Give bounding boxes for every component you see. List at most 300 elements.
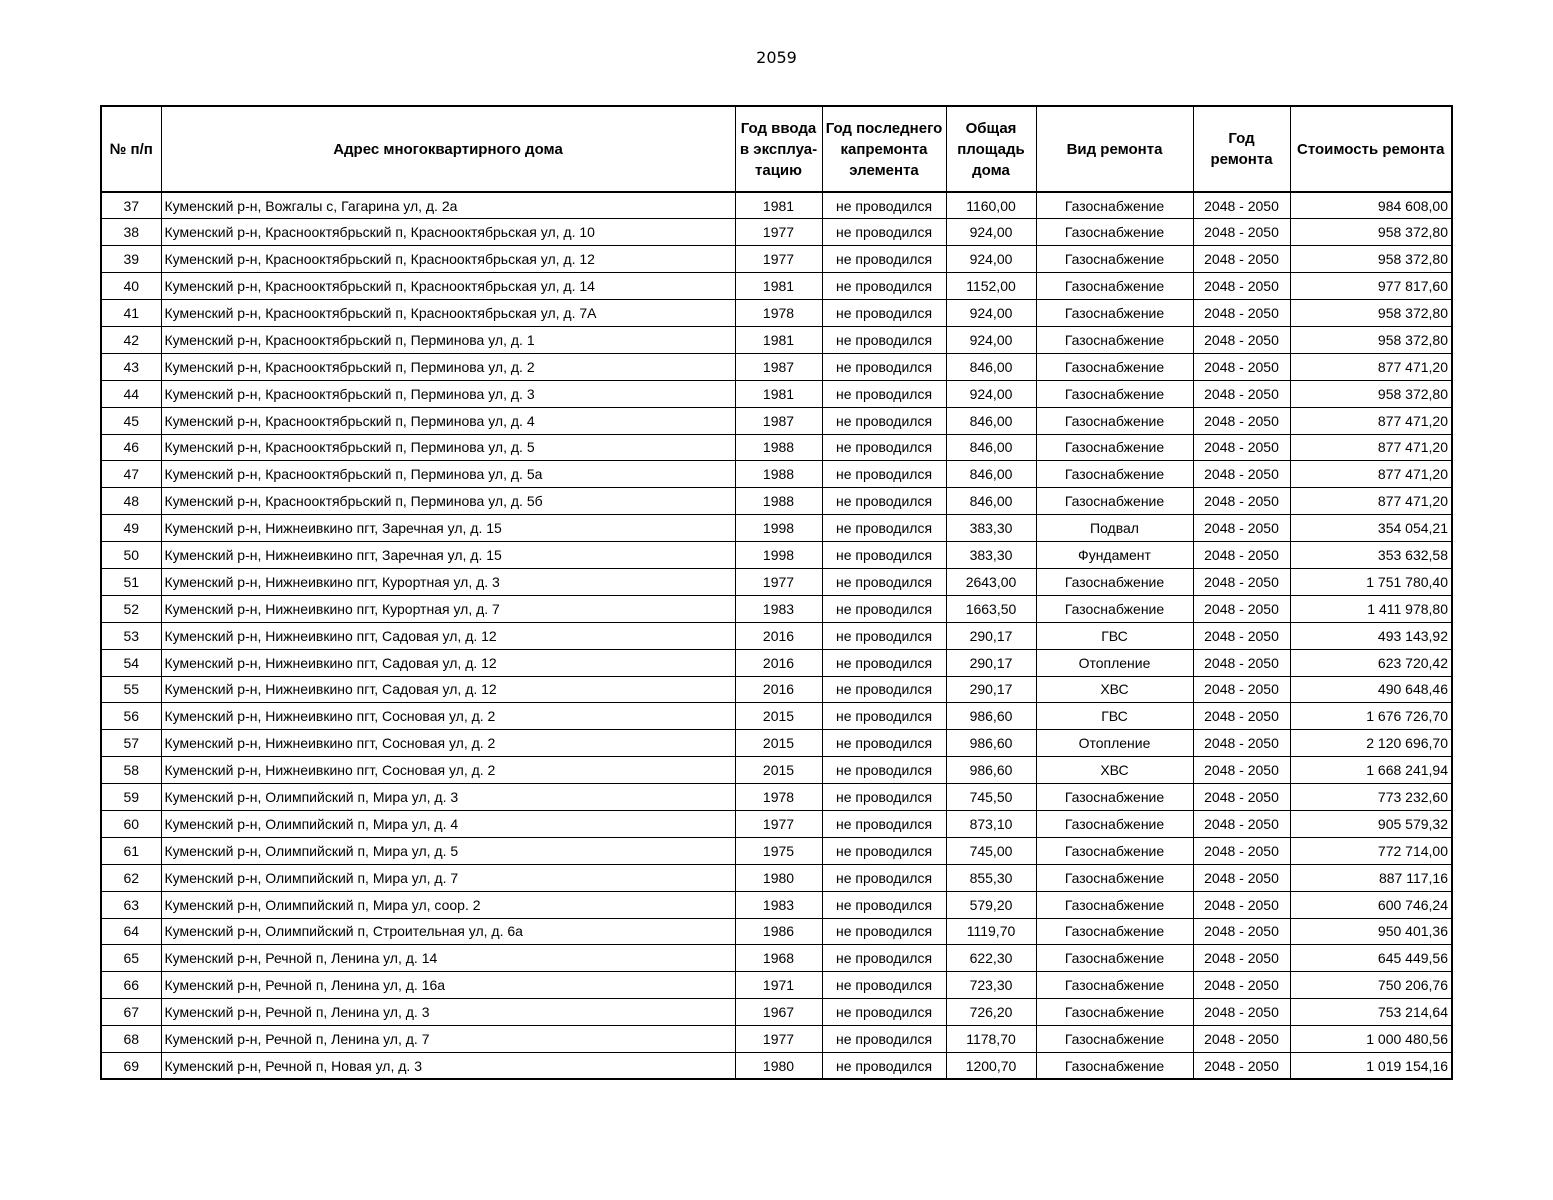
cell-last-repair: не проводился	[822, 891, 946, 918]
cell-year-built: 1998	[735, 542, 822, 569]
cell-last-repair: не проводился	[822, 757, 946, 784]
cell-area: 723,30	[946, 972, 1036, 999]
cell-address: Куменский р-н, Краснооктябрьский п, Краснооктябрьская ул, д. 7А	[161, 300, 735, 327]
table-row	[101, 676, 1452, 703]
cell-repair-type: Газоснабжение	[1036, 434, 1193, 461]
cell-repair-year: 2048 - 2050	[1193, 676, 1290, 703]
cell-repair-year: 2048 - 2050	[1193, 622, 1290, 649]
table-row	[101, 300, 1452, 327]
cell-repair-type: Газоснабжение	[1036, 1053, 1193, 1080]
cell-address: Куменский р-н, Олимпийский п, Мира ул, д. 3	[161, 784, 735, 811]
cell-year-built: 1981	[735, 326, 822, 353]
cell-last-repair: не проводился	[822, 784, 946, 811]
cell-area: 290,17	[946, 622, 1036, 649]
cell-num: 69	[101, 1053, 161, 1080]
table-row	[101, 542, 1452, 569]
cell-year-built: 1988	[735, 488, 822, 515]
cell-repair-type: Газоснабжение	[1036, 918, 1193, 945]
cell-cost: 958 372,80	[1290, 380, 1452, 407]
cell-repair-year: 2048 - 2050	[1193, 407, 1290, 434]
cell-area: 846,00	[946, 461, 1036, 488]
cell-repair-type: Фундамент	[1036, 542, 1193, 569]
cell-area: 1119,70	[946, 918, 1036, 945]
col-header-repair-type: Вид ремонта	[1036, 106, 1193, 192]
cell-address: Куменский р-н, Речной п, Ленина ул, д. 7	[161, 1026, 735, 1053]
cell-address: Куменский р-н, Краснооктябрьский п, Краснооктябрьская ул, д. 14	[161, 273, 735, 300]
table-row	[101, 568, 1452, 595]
cell-repair-year: 2048 - 2050	[1193, 730, 1290, 757]
cell-last-repair: не проводился	[822, 703, 946, 730]
cell-cost: 905 579,32	[1290, 810, 1452, 837]
cell-repair-year: 2048 - 2050	[1193, 810, 1290, 837]
cell-cost: 958 372,80	[1290, 246, 1452, 273]
cell-repair-year: 2048 - 2050	[1193, 515, 1290, 542]
cell-repair-year: 2048 - 2050	[1193, 784, 1290, 811]
cell-address: Куменский р-н, Краснооктябрьский п, Перминова ул, д. 4	[161, 407, 735, 434]
cell-num: 63	[101, 891, 161, 918]
cell-address: Куменский р-н, Олимпийский п, Мира ул, д. 4	[161, 810, 735, 837]
cell-cost: 877 471,20	[1290, 488, 1452, 515]
cell-address: Куменский р-н, Нижнеивкино пгт, Заречная ул, д. 15	[161, 515, 735, 542]
cell-repair-type: ХВС	[1036, 676, 1193, 703]
cell-address: Куменский р-н, Нижнеивкино пгт, Курортная ул, д. 7	[161, 595, 735, 622]
cell-repair-year: 2048 - 2050	[1193, 488, 1290, 515]
cell-address: Куменский р-н, Речной п, Ленина ул, д. 16а	[161, 972, 735, 999]
cell-cost: 958 372,80	[1290, 300, 1452, 327]
cell-year-built: 1987	[735, 353, 822, 380]
cell-repair-year: 2048 - 2050	[1193, 918, 1290, 945]
cell-repair-year: 2048 - 2050	[1193, 864, 1290, 891]
cell-area: 846,00	[946, 407, 1036, 434]
cell-last-repair: не проводился	[822, 810, 946, 837]
cell-num: 46	[101, 434, 161, 461]
cell-address: Куменский р-н, Олимпийский п, Мира ул, соор. 2	[161, 891, 735, 918]
cell-last-repair: не проводился	[822, 219, 946, 246]
cell-repair-year: 2048 - 2050	[1193, 1053, 1290, 1080]
cell-area: 290,17	[946, 649, 1036, 676]
col-header-address: Адрес многоквартирного дома	[161, 106, 735, 192]
cell-repair-year: 2048 - 2050	[1193, 568, 1290, 595]
cell-area: 2643,00	[946, 568, 1036, 595]
cell-repair-type: Подвал	[1036, 515, 1193, 542]
cell-repair-year: 2048 - 2050	[1193, 380, 1290, 407]
cell-address: Куменский р-н, Краснооктябрьский п, Перминова ул, д. 2	[161, 353, 735, 380]
cell-repair-type: Газоснабжение	[1036, 461, 1193, 488]
cell-num: 44	[101, 380, 161, 407]
cell-cost: 753 214,64	[1290, 999, 1452, 1026]
cell-address: Куменский р-н, Нижнеивкино пгт, Садовая ул, д. 12	[161, 676, 735, 703]
table-row	[101, 407, 1452, 434]
table-row	[101, 945, 1452, 972]
table-row	[101, 1026, 1452, 1053]
cell-cost: 984 608,00	[1290, 192, 1452, 219]
cell-cost: 750 206,76	[1290, 972, 1452, 999]
cell-repair-year: 2048 - 2050	[1193, 972, 1290, 999]
table-row	[101, 864, 1452, 891]
cell-last-repair: не проводился	[822, 515, 946, 542]
cell-num: 65	[101, 945, 161, 972]
cell-area: 924,00	[946, 300, 1036, 327]
cell-address: Куменский р-н, Олимпийский п, Строительная ул, д. 6а	[161, 918, 735, 945]
cell-repair-year: 2048 - 2050	[1193, 300, 1290, 327]
cell-repair-type: Газоснабжение	[1036, 864, 1193, 891]
cell-address: Куменский р-н, Олимпийский п, Мира ул, д. 5	[161, 837, 735, 864]
cell-num: 47	[101, 461, 161, 488]
table-row	[101, 353, 1452, 380]
cell-address: Куменский р-н, Краснооктябрьский п, Перминова ул, д. 5а	[161, 461, 735, 488]
cell-repair-year: 2048 - 2050	[1193, 461, 1290, 488]
cell-cost: 1 000 480,56	[1290, 1026, 1452, 1053]
cell-repair-type: Газоснабжение	[1036, 837, 1193, 864]
cell-cost: 887 117,16	[1290, 864, 1452, 891]
cell-address: Куменский р-н, Краснооктябрьский п, Перминова ул, д. 1	[161, 326, 735, 353]
cell-address: Куменский р-н, Нижнеивкино пгт, Садовая ул, д. 12	[161, 622, 735, 649]
cell-area: 924,00	[946, 219, 1036, 246]
col-header-year-built: Год ввода в эксплуа-тацию	[735, 106, 822, 192]
cell-address: Куменский р-н, Нижнеивкино пгт, Садовая ул, д. 12	[161, 649, 735, 676]
cell-num: 45	[101, 407, 161, 434]
cell-area: 846,00	[946, 434, 1036, 461]
cell-year-built: 1977	[735, 219, 822, 246]
cell-repair-year: 2048 - 2050	[1193, 353, 1290, 380]
cell-num: 50	[101, 542, 161, 569]
cell-cost: 1 751 780,40	[1290, 568, 1452, 595]
cell-last-repair: не проводился	[822, 273, 946, 300]
table-row	[101, 622, 1452, 649]
cell-last-repair: не проводился	[822, 568, 946, 595]
cell-last-repair: не проводился	[822, 1026, 946, 1053]
cell-num: 38	[101, 219, 161, 246]
cell-last-repair: не проводился	[822, 192, 946, 219]
cell-num: 57	[101, 730, 161, 757]
table-row	[101, 972, 1452, 999]
cell-area: 745,00	[946, 837, 1036, 864]
cell-cost: 958 372,80	[1290, 326, 1452, 353]
cell-area: 1178,70	[946, 1026, 1036, 1053]
table-row	[101, 219, 1452, 246]
cell-year-built: 1977	[735, 568, 822, 595]
cell-address: Куменский р-н, Краснооктябрьский п, Перминова ул, д. 5	[161, 434, 735, 461]
cell-repair-year: 2048 - 2050	[1193, 649, 1290, 676]
cell-cost: 490 648,46	[1290, 676, 1452, 703]
table-row	[101, 273, 1452, 300]
table-row	[101, 434, 1452, 461]
cell-year-built: 1980	[735, 864, 822, 891]
cell-num: 52	[101, 595, 161, 622]
cell-last-repair: не проводился	[822, 622, 946, 649]
cell-repair-type: Газоснабжение	[1036, 810, 1193, 837]
cell-num: 55	[101, 676, 161, 703]
cell-repair-year: 2048 - 2050	[1193, 326, 1290, 353]
cell-last-repair: не проводился	[822, 918, 946, 945]
cell-repair-year: 2048 - 2050	[1193, 595, 1290, 622]
cell-num: 61	[101, 837, 161, 864]
cell-repair-type: Газоснабжение	[1036, 326, 1193, 353]
cell-repair-year: 2048 - 2050	[1193, 1026, 1290, 1053]
table-row	[101, 757, 1452, 784]
cell-cost: 600 746,24	[1290, 891, 1452, 918]
cell-area: 846,00	[946, 353, 1036, 380]
cell-area: 873,10	[946, 810, 1036, 837]
cell-year-built: 1978	[735, 300, 822, 327]
cell-year-built: 1971	[735, 972, 822, 999]
cell-repair-type: Газоснабжение	[1036, 891, 1193, 918]
cell-year-built: 2016	[735, 676, 822, 703]
cell-num: 49	[101, 515, 161, 542]
cell-repair-type: Газоснабжение	[1036, 595, 1193, 622]
cell-year-built: 1977	[735, 810, 822, 837]
cell-year-built: 2016	[735, 622, 822, 649]
cell-repair-year: 2048 - 2050	[1193, 945, 1290, 972]
cell-repair-type: Газоснабжение	[1036, 1026, 1193, 1053]
cell-last-repair: не проводился	[822, 300, 946, 327]
cell-area: 986,60	[946, 757, 1036, 784]
cell-year-built: 2016	[735, 649, 822, 676]
cell-last-repair: не проводился	[822, 488, 946, 515]
col-header-num: № п/п	[101, 106, 161, 192]
table-row	[101, 246, 1452, 273]
cell-repair-year: 2048 - 2050	[1193, 434, 1290, 461]
cell-cost: 877 471,20	[1290, 353, 1452, 380]
cell-repair-year: 2048 - 2050	[1193, 891, 1290, 918]
cell-repair-year: 2048 - 2050	[1193, 273, 1290, 300]
cell-year-built: 1978	[735, 784, 822, 811]
cell-cost: 1 411 978,80	[1290, 595, 1452, 622]
cell-last-repair: не проводился	[822, 676, 946, 703]
cell-repair-type: ГВС	[1036, 622, 1193, 649]
cell-repair-year: 2048 - 2050	[1193, 837, 1290, 864]
cell-num: 64	[101, 918, 161, 945]
cell-last-repair: не проводился	[822, 595, 946, 622]
cell-repair-type: Газоснабжение	[1036, 972, 1193, 999]
cell-repair-type: Газоснабжение	[1036, 300, 1193, 327]
cell-last-repair: не проводился	[822, 461, 946, 488]
table-row	[101, 380, 1452, 407]
cell-repair-type: Газоснабжение	[1036, 380, 1193, 407]
cell-num: 42	[101, 326, 161, 353]
cell-address: Куменский р-н, Краснооктябрьский п, Перминова ул, д. 5б	[161, 488, 735, 515]
cell-address: Куменский р-н, Краснооктябрьский п, Краснооктябрьская ул, д. 10	[161, 219, 735, 246]
table-row	[101, 1053, 1452, 1080]
cell-repair-type: Газоснабжение	[1036, 246, 1193, 273]
cell-cost: 353 632,58	[1290, 542, 1452, 569]
cell-cost: 950 401,36	[1290, 918, 1452, 945]
cell-area: 290,17	[946, 676, 1036, 703]
cell-area: 745,50	[946, 784, 1036, 811]
cell-cost: 1 668 241,94	[1290, 757, 1452, 784]
cell-cost: 1 676 726,70	[1290, 703, 1452, 730]
cell-num: 37	[101, 192, 161, 219]
cell-address: Куменский р-н, Речной п, Новая ул, д. 3	[161, 1053, 735, 1080]
cell-cost: 1 019 154,16	[1290, 1053, 1452, 1080]
cell-cost: 354 054,21	[1290, 515, 1452, 542]
cell-year-built: 1980	[735, 1053, 822, 1080]
cell-last-repair: не проводился	[822, 353, 946, 380]
header-row	[101, 106, 1452, 192]
cell-year-built: 2015	[735, 703, 822, 730]
cell-cost: 977 817,60	[1290, 273, 1452, 300]
cell-year-built: 1977	[735, 1026, 822, 1053]
cell-cost: 493 143,92	[1290, 622, 1452, 649]
cell-address: Куменский р-н, Речной п, Ленина ул, д. 3	[161, 999, 735, 1026]
cell-repair-type: ХВС	[1036, 757, 1193, 784]
cell-area: 855,30	[946, 864, 1036, 891]
cell-area: 579,20	[946, 891, 1036, 918]
cell-num: 39	[101, 246, 161, 273]
cell-area: 1663,50	[946, 595, 1036, 622]
cell-repair-year: 2048 - 2050	[1193, 219, 1290, 246]
cell-year-built: 1981	[735, 192, 822, 219]
cell-repair-type: Газоснабжение	[1036, 192, 1193, 219]
cell-year-built: 1987	[735, 407, 822, 434]
cell-year-built: 1986	[735, 918, 822, 945]
cell-num: 59	[101, 784, 161, 811]
cell-cost: 958 372,80	[1290, 219, 1452, 246]
cell-last-repair: не проводился	[822, 999, 946, 1026]
cell-repair-year: 2048 - 2050	[1193, 542, 1290, 569]
cell-cost: 2 120 696,70	[1290, 730, 1452, 757]
cell-repair-type: Отопление	[1036, 730, 1193, 757]
col-header-repair-year: Год ремонта	[1193, 106, 1290, 192]
cell-address: Куменский р-н, Речной п, Ленина ул, д. 14	[161, 945, 735, 972]
cell-area: 986,60	[946, 730, 1036, 757]
cell-last-repair: не проводился	[822, 380, 946, 407]
cell-repair-year: 2048 - 2050	[1193, 703, 1290, 730]
cell-last-repair: не проводился	[822, 649, 946, 676]
repair-schedule-table	[100, 105, 1453, 1080]
cell-address: Куменский р-н, Нижнеивкино пгт, Сосновая ул, д. 2	[161, 730, 735, 757]
cell-num: 56	[101, 703, 161, 730]
cell-repair-type: Газоснабжение	[1036, 945, 1193, 972]
cell-year-built: 2015	[735, 757, 822, 784]
cell-last-repair: не проводился	[822, 326, 946, 353]
cell-repair-type: Газоснабжение	[1036, 568, 1193, 595]
cell-address: Куменский р-н, Нижнеивкино пгт, Заречная ул, д. 15	[161, 542, 735, 569]
cell-year-built: 1988	[735, 434, 822, 461]
cell-year-built: 1983	[735, 891, 822, 918]
cell-last-repair: не проводился	[822, 730, 946, 757]
cell-repair-type: Газоснабжение	[1036, 273, 1193, 300]
cell-repair-year: 2048 - 2050	[1193, 192, 1290, 219]
cell-area: 383,30	[946, 515, 1036, 542]
cell-cost: 877 471,20	[1290, 434, 1452, 461]
cell-year-built: 2015	[735, 730, 822, 757]
cell-address: Куменский р-н, Олимпийский п, Мира ул, д. 7	[161, 864, 735, 891]
cell-last-repair: не проводился	[822, 864, 946, 891]
cell-last-repair: не проводился	[822, 837, 946, 864]
cell-num: 58	[101, 757, 161, 784]
cell-cost: 877 471,20	[1290, 407, 1452, 434]
cell-address: Куменский р-н, Вожгалы с, Гагарина ул, д. 2а	[161, 192, 735, 219]
table-row	[101, 784, 1452, 811]
cell-repair-year: 2048 - 2050	[1193, 757, 1290, 784]
cell-area: 383,30	[946, 542, 1036, 569]
cell-last-repair: не проводился	[822, 434, 946, 461]
col-header-cost: Стоимость ремонта	[1290, 106, 1452, 192]
cell-area: 924,00	[946, 326, 1036, 353]
cell-num: 68	[101, 1026, 161, 1053]
table-row	[101, 999, 1452, 1026]
table-row	[101, 810, 1452, 837]
table-row	[101, 326, 1452, 353]
col-header-last-repair: Год последнего капремонта элемента	[822, 106, 946, 192]
cell-address: Куменский р-н, Нижнеивкино пгт, Курортная ул, д. 3	[161, 568, 735, 595]
cell-last-repair: не проводился	[822, 945, 946, 972]
cell-last-repair: не проводился	[822, 407, 946, 434]
table-row	[101, 730, 1452, 757]
cell-year-built: 1981	[735, 273, 822, 300]
cell-area: 1160,00	[946, 192, 1036, 219]
cell-area: 846,00	[946, 488, 1036, 515]
cell-area: 1152,00	[946, 273, 1036, 300]
cell-area: 986,60	[946, 703, 1036, 730]
cell-year-built: 1983	[735, 595, 822, 622]
table-row	[101, 891, 1452, 918]
cell-area: 924,00	[946, 246, 1036, 273]
cell-repair-type: Газоснабжение	[1036, 219, 1193, 246]
cell-address: Куменский р-н, Нижнеивкино пгт, Сосновая ул, д. 2	[161, 757, 735, 784]
cell-year-built: 1975	[735, 837, 822, 864]
cell-cost: 772 714,00	[1290, 837, 1452, 864]
cell-repair-type: Газоснабжение	[1036, 407, 1193, 434]
cell-year-built: 1981	[735, 380, 822, 407]
cell-year-built: 1967	[735, 999, 822, 1026]
cell-last-repair: не проводился	[822, 246, 946, 273]
cell-num: 41	[101, 300, 161, 327]
table-row	[101, 649, 1452, 676]
cell-cost: 645 449,56	[1290, 945, 1452, 972]
cell-repair-type: ГВС	[1036, 703, 1193, 730]
cell-cost: 773 232,60	[1290, 784, 1452, 811]
cell-num: 40	[101, 273, 161, 300]
cell-address: Куменский р-н, Нижнеивкино пгт, Сосновая ул, д. 2	[161, 703, 735, 730]
cell-address: Куменский р-н, Краснооктябрьский п, Перминова ул, д. 3	[161, 380, 735, 407]
cell-num: 53	[101, 622, 161, 649]
cell-num: 60	[101, 810, 161, 837]
cell-year-built: 1977	[735, 246, 822, 273]
table-row	[101, 918, 1452, 945]
cell-last-repair: не проводился	[822, 1053, 946, 1080]
table-row	[101, 837, 1452, 864]
table-row	[101, 488, 1452, 515]
cell-repair-year: 2048 - 2050	[1193, 999, 1290, 1026]
cell-repair-type: Отопление	[1036, 649, 1193, 676]
cell-cost: 877 471,20	[1290, 461, 1452, 488]
table-body	[101, 192, 1452, 1079]
cell-area: 622,30	[946, 945, 1036, 972]
cell-area: 924,00	[946, 380, 1036, 407]
cell-address: Куменский р-н, Краснооктябрьский п, Краснооктябрьская ул, д. 12	[161, 246, 735, 273]
cell-year-built: 1968	[735, 945, 822, 972]
cell-area: 726,20	[946, 999, 1036, 1026]
cell-repair-type: Газоснабжение	[1036, 784, 1193, 811]
table-row	[101, 703, 1452, 730]
table-row	[101, 515, 1452, 542]
col-header-area: Общая площадь дома	[946, 106, 1036, 192]
cell-year-built: 1998	[735, 515, 822, 542]
table-row	[101, 595, 1452, 622]
cell-last-repair: не проводился	[822, 972, 946, 999]
cell-num: 54	[101, 649, 161, 676]
cell-num: 62	[101, 864, 161, 891]
cell-last-repair: не проводился	[822, 542, 946, 569]
cell-repair-year: 2048 - 2050	[1193, 246, 1290, 273]
cell-area: 1200,70	[946, 1053, 1036, 1080]
cell-repair-type: Газоснабжение	[1036, 488, 1193, 515]
cell-cost: 623 720,42	[1290, 649, 1452, 676]
cell-num: 43	[101, 353, 161, 380]
cell-repair-type: Газоснабжение	[1036, 353, 1193, 380]
